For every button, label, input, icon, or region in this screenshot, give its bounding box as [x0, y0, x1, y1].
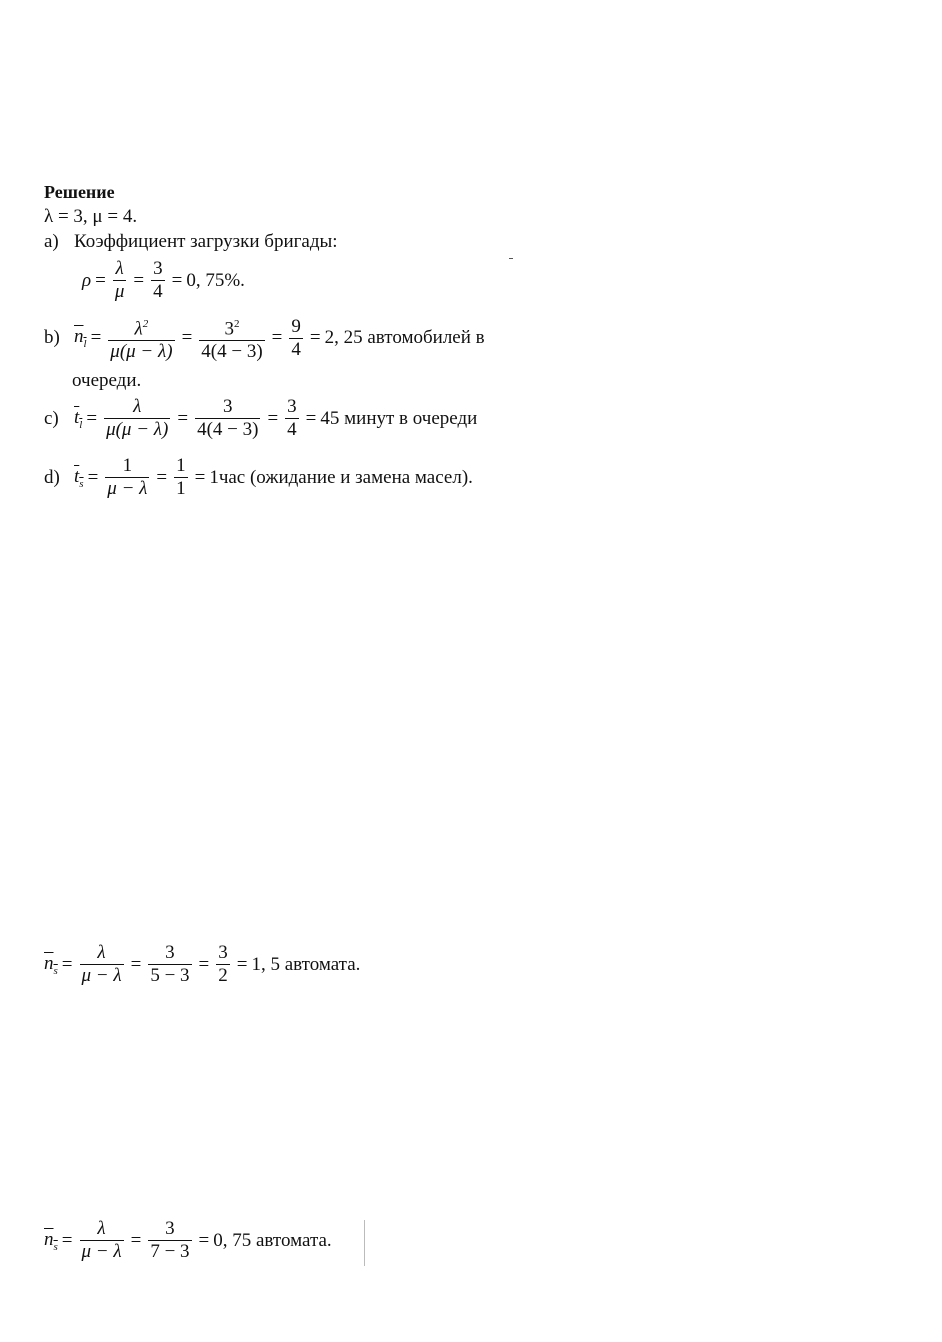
scan-line-mark — [364, 1220, 365, 1266]
part-d-fraction-1: $\frac{1}{\mu - \lambda}$ — [107, 455, 148, 499]
part-b-formula: b) $n_l$ = $\frac{\lambda^2}{\mu(\mu - \lambda)}$ = $\frac{3^2}{4(4 - 3)}$ = $\frac{9}{4}$ = 2, 25 автомобилей в — [44, 313, 485, 363]
t-s-symbol: $t_s$ — [74, 465, 84, 490]
part-a-header — [44, 231, 338, 253]
part-c-formula: c) $t_l$ = $\frac{\lambda}{\mu(\mu - \lambda)}$ = $\frac{3}{4(4 - 3)}$ = $\frac{3}{4}$ = 45 минут в очереди — [44, 396, 478, 440]
part-c-fraction-3: $\frac{3}{4}$ — [287, 396, 297, 440]
part-a-fraction-1: $\frac{\lambda}{\mu}$ — [114, 258, 125, 302]
part-b-fraction-1: $\frac{\lambda^2}{\mu(\mu - \lambda)}$ — [108, 313, 174, 363]
part-a-result: 0, 75%. — [186, 269, 245, 291]
t-l-symbol: $t_l$ — [74, 406, 83, 431]
part-d-formula: d) $t_s$ = $\frac{1}{\mu - \lambda}$ = $\frac{1}{1}$ = 1час (ожидание и замена масел). — [44, 455, 473, 499]
stray-mark — [509, 258, 513, 259]
formula-2: $n_s$ = $\frac{\lambda}{\mu - \lambda}$ = $\frac{3}{7 - 3}$ = 0, 75 автомата. — [44, 1218, 332, 1262]
part-c-result: 45 минут в очереди — [320, 407, 478, 429]
part-d-result: 1час (ожидание и замена масел). — [209, 466, 473, 488]
formula-2-fraction-1: $\frac{\lambda}{\mu - \lambda}$ — [81, 1218, 122, 1262]
formula-1: $n_s$ = $\frac{\lambda}{\mu - \lambda}$ = $\frac{3}{5 - 3}$ = $\frac{3}{2}$ = 1, 5 автомата. — [44, 942, 361, 986]
part-c-fraction-2: $\frac{3}{4(4 - 3)}$ — [197, 396, 259, 440]
part-b-label: b) — [44, 327, 60, 349]
given-values: λ = 3, μ = 4. — [44, 206, 138, 227]
formula-1-fraction-3: $\frac{3}{2}$ — [218, 942, 228, 986]
n-s-symbol: $n_s$ — [44, 1228, 58, 1253]
n-l-symbol: $n_l$ — [74, 326, 87, 351]
part-b-fraction-3: $\frac{9}{4}$ — [291, 315, 301, 360]
formula-2-result: 0, 75 автомата. — [213, 1229, 332, 1251]
n-s-symbol: $n_s$ — [44, 952, 58, 977]
formula-1-fraction-2: $\frac{3}{5 - 3}$ — [150, 942, 190, 986]
formula-1-result: 1, 5 автомата. — [251, 953, 361, 975]
formula-2-fraction-2: $\frac{3}{7 - 3}$ — [150, 1218, 190, 1262]
part-b-fraction-2: $\frac{3^2}{4(4 - 3)}$ — [199, 313, 264, 363]
part-d-fraction-2: $\frac{1}{1}$ — [176, 455, 186, 499]
solution-heading: Решение — [44, 182, 115, 202]
rho-symbol: ρ — [82, 269, 92, 291]
part-a-text: Коэффициент загрузки бригады: — [74, 231, 338, 252]
part-c-label: c) — [44, 407, 59, 429]
part-d-label: d) — [44, 466, 60, 488]
formula-1-fraction-1: $\frac{\lambda}{\mu - \lambda}$ — [81, 942, 122, 986]
part-a-formula: ρ = $\frac{\lambda}{\mu}$ = $\frac{3}{4}$ = 0, 75%. — [82, 258, 245, 302]
part-a-fraction-2: $\frac{3}{4}$ — [153, 258, 163, 302]
part-b-result: 2, 25 автомобилей в — [324, 327, 485, 349]
part-b-continuation: очереди. — [72, 370, 142, 391]
part-a-label: a) — [44, 231, 59, 252]
part-c-fraction-1: $\frac{\lambda}{\mu(\mu - \lambda)}$ — [106, 396, 169, 440]
